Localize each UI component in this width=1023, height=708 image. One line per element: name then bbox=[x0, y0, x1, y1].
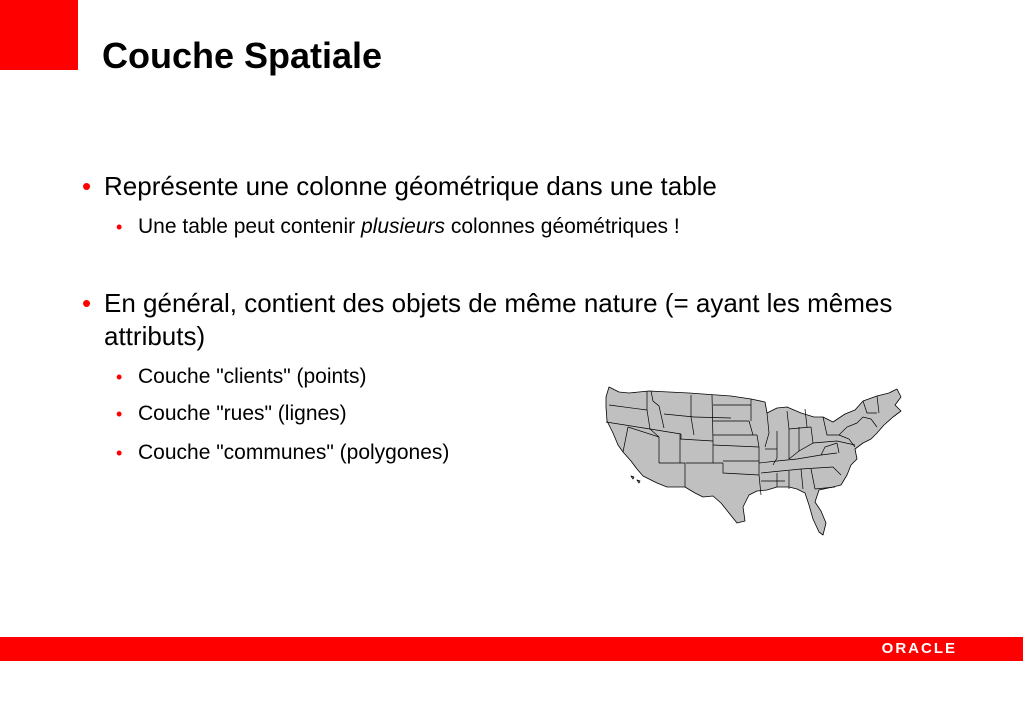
slide-title: Couche Spatiale bbox=[102, 35, 383, 76]
bullet-level1 bbox=[82, 170, 912, 203]
oracle-logo: ORACLE bbox=[881, 640, 957, 657]
bullet-text-italic: plusieurs bbox=[360, 215, 446, 238]
bullet-text: Couche "communes" (polygones) bbox=[138, 441, 450, 464]
bullet-level1 bbox=[82, 287, 912, 353]
bullet-text: Couche "clients" (points) bbox=[138, 365, 367, 388]
bullet-dot-icon: • bbox=[82, 171, 92, 201]
bullet-dot-icon: • bbox=[116, 217, 123, 237]
corner-accent-square bbox=[0, 0, 78, 70]
bullet-text: Couche "rues" (lignes) bbox=[138, 402, 347, 425]
bullet-text-before: Une table peut contenir bbox=[138, 215, 361, 238]
bullet-level2 bbox=[116, 213, 912, 241]
bullet-dot-icon: • bbox=[116, 367, 123, 387]
bullet-dot-icon: • bbox=[116, 404, 123, 424]
usa-states-map-image bbox=[601, 383, 906, 540]
bullet-text-after: colonnes géométriques ! bbox=[445, 215, 680, 238]
bullet-text: En général, contient des objets de même nature (= ayant les mêmes attributs) bbox=[104, 288, 893, 351]
bullet-dot-icon: • bbox=[82, 288, 92, 318]
footer-bar bbox=[0, 637, 1023, 661]
bullet-dot-icon: • bbox=[116, 443, 123, 463]
bullet-text: Représente une colonne géométrique dans une table bbox=[104, 171, 717, 201]
